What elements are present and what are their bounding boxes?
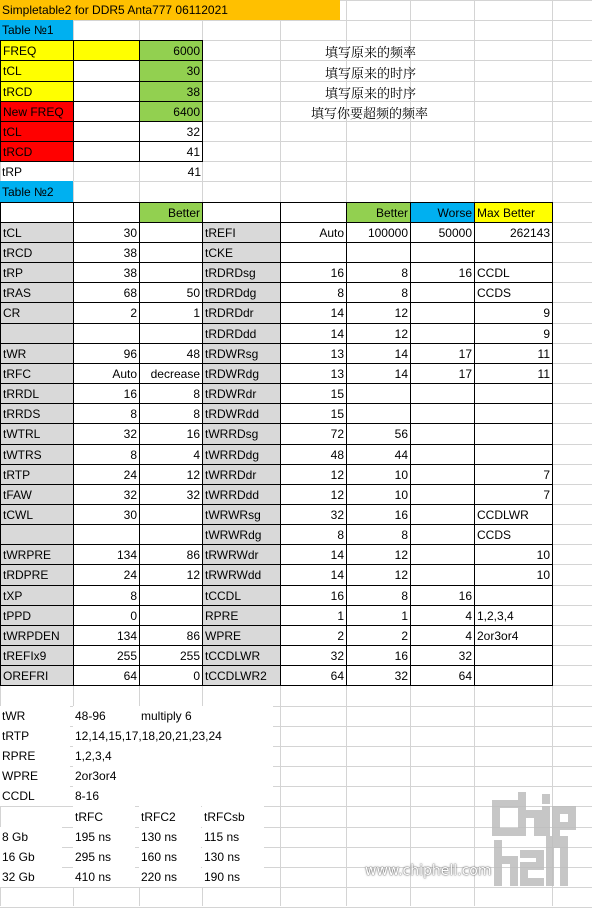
table1-value: 6400: [139, 101, 203, 122]
header-better-right: Better: [346, 202, 411, 223]
ref-cell: tWR: [0, 706, 70, 726]
worse-value: 32: [410, 645, 475, 666]
worse-value: [410, 302, 475, 324]
rfc-cell: 190 ns: [202, 867, 264, 887]
better-right: 14: [346, 343, 411, 364]
better-right: 14: [346, 363, 411, 384]
max-better-value: 7: [474, 464, 553, 485]
worse-value: [410, 383, 475, 404]
param-right: tWRRDdg: [202, 444, 281, 465]
header-better-left: Better: [139, 202, 203, 223]
param-left: tRTP: [0, 464, 74, 485]
param-left: [0, 524, 74, 545]
better-left: 86: [139, 625, 203, 646]
value-left: 255: [73, 645, 140, 666]
better-left: [139, 585, 203, 606]
better-left: [139, 242, 203, 263]
value-right: [280, 242, 347, 263]
value-right: Auto: [280, 222, 347, 243]
max-better-value: 9: [474, 323, 553, 344]
rfc-header: tRFC: [73, 806, 135, 827]
better-left: 32: [139, 484, 203, 505]
value-right: 32: [280, 645, 347, 666]
worse-value: 16: [410, 262, 475, 283]
max-better-value: CCDS: [474, 524, 553, 545]
better-right: 8: [346, 524, 411, 545]
param-right: tRDRDdr: [202, 302, 281, 324]
better-right: 44: [346, 444, 411, 465]
max-better-value: [474, 665, 553, 686]
note-2: 填写原来的时序: [325, 67, 417, 82]
worse-value: [410, 444, 475, 465]
rfc-cell: 160 ns: [139, 847, 201, 867]
worse-value: 17: [410, 343, 475, 364]
rfc-header: tRFC2: [139, 806, 201, 827]
better-right: 8: [346, 262, 411, 283]
worse-value: [410, 524, 475, 545]
better-left: 50: [139, 282, 203, 303]
table1-input: [73, 81, 140, 102]
param-right: tREFI: [202, 222, 281, 243]
max-better-value: 7: [474, 484, 553, 505]
value-left: 32: [73, 484, 140, 505]
rfc-cell: 115 ns: [202, 827, 264, 847]
value-right: 8: [280, 282, 347, 303]
value-left: 24: [73, 564, 140, 586]
table1-label: Table №1: [0, 20, 73, 40]
header-max-better: Max Better: [474, 202, 553, 223]
note-4: 填写你要超频的频率: [311, 107, 429, 122]
param-left: tRRDL: [0, 383, 74, 404]
table1-input: [73, 40, 140, 61]
param-right: tRDWRdr: [202, 383, 281, 404]
value-left: 8: [73, 444, 140, 465]
param-left: tCWL: [0, 504, 74, 525]
ref-cell: WPRE: [0, 766, 70, 786]
better-left: [139, 323, 203, 344]
value-left: 32: [73, 423, 140, 445]
max-better-value: [474, 444, 553, 465]
param-right: tRDWRsg: [202, 343, 281, 364]
table1-input: [73, 141, 140, 162]
max-better-value: [474, 645, 553, 666]
table1-param: tRCD: [0, 141, 74, 162]
param-left: tRRDS: [0, 403, 74, 424]
ref-cell: 2or3or4: [73, 766, 273, 786]
max-better-value: 10: [474, 544, 553, 565]
value-left: 68: [73, 282, 140, 303]
param-left: OREFRI: [0, 665, 74, 686]
param-left: [0, 323, 74, 344]
table1-param: tCL: [0, 121, 74, 142]
param-left: tWTRS: [0, 444, 74, 465]
param-right: tCKE: [202, 242, 281, 263]
param-right: tWRRDdr: [202, 464, 281, 485]
value-left: 134: [73, 544, 140, 565]
max-better-value: [474, 403, 553, 424]
value-left: 96: [73, 343, 140, 364]
param-left: tWTRL: [0, 423, 74, 445]
param-right: tRDRDsg: [202, 262, 281, 283]
max-better-value: [474, 383, 553, 404]
max-better-value: CCDL: [474, 262, 553, 283]
better-right: [346, 403, 411, 424]
value-right: 72: [280, 423, 347, 445]
better-left: [139, 262, 203, 283]
better-right: 12: [346, 323, 411, 344]
value-right: 12: [280, 464, 347, 485]
param-left: CR: [0, 302, 74, 324]
value-left: 24: [73, 464, 140, 485]
grid-line: [0, 20, 592, 21]
rfc-cell: 32 Gb: [0, 867, 62, 887]
param-right: tRDWRdg: [202, 363, 281, 384]
value-right: 14: [280, 302, 347, 324]
better-right: 1: [346, 605, 411, 626]
param-left: tWRPRE: [0, 544, 74, 565]
param-left: tXP: [0, 585, 74, 606]
worse-value: [410, 464, 475, 485]
value-right: 14: [280, 544, 347, 565]
rfc-cell: 16 Gb: [0, 847, 62, 867]
table1-param: tRP: [2, 164, 23, 179]
worse-value: 4: [410, 605, 475, 626]
better-left: [139, 504, 203, 525]
better-left: 8: [139, 403, 203, 424]
better-right: 8: [346, 282, 411, 303]
ref-cell: RPRE: [0, 746, 70, 766]
note-3: 填写原来的时序: [325, 87, 417, 102]
value-right: 13: [280, 363, 347, 384]
param-left: tRDPRE: [0, 564, 74, 586]
table1-value: 32: [139, 121, 203, 142]
ref-cell: 48-96: [73, 706, 273, 726]
value-left: 30: [73, 222, 140, 243]
max-better-value: 11: [474, 363, 553, 384]
param-left: tCL: [0, 222, 74, 243]
ref-cell: multiply 6: [139, 706, 239, 726]
param-right: tRDWRdd: [202, 403, 281, 424]
param-right: tWRWRsg: [202, 504, 281, 525]
param-left: tREFIx9: [0, 645, 74, 666]
param-left: tPPD: [0, 605, 74, 626]
param-left: tRFC: [0, 363, 74, 384]
value-left: 2: [73, 302, 140, 324]
param-right: tCCDLWR: [202, 645, 281, 666]
param-left: tRAS: [0, 282, 74, 303]
value-right: 1: [280, 605, 347, 626]
param-right: tWRWRdg: [202, 524, 281, 545]
max-better-value: 262143: [474, 222, 553, 243]
better-right: 12: [346, 544, 411, 565]
worse-value: [410, 423, 475, 445]
max-better-value: CCDLWR: [474, 504, 553, 525]
param-right: tWRRDdd: [202, 484, 281, 505]
worse-value: 64: [410, 665, 475, 686]
ref-cell: 1,2,3,4: [73, 746, 273, 766]
better-right: 8: [346, 585, 411, 606]
param-right: tRDRDdg: [202, 282, 281, 303]
param-right: WPRE: [202, 625, 281, 646]
better-left: 1: [139, 302, 203, 324]
worse-value: [410, 242, 475, 263]
worse-value: 50000: [410, 222, 475, 243]
max-better-value: 1,2,3,4: [474, 605, 553, 626]
worse-value: [410, 403, 475, 424]
value-left: 0: [73, 605, 140, 626]
table1-input: [73, 60, 140, 82]
value-left: 8: [73, 403, 140, 424]
param-left: tFAW: [0, 484, 74, 505]
value-left: 38: [73, 262, 140, 283]
worse-value: [410, 504, 475, 525]
max-better-value: 2or3or4: [474, 625, 553, 646]
ref-cell: 12,14,15,17,18,20,21,23,24: [73, 726, 273, 746]
ref-cell: tRTP: [0, 726, 70, 746]
table1-value: 38: [139, 81, 203, 102]
rfc-cell: 220 ns: [139, 867, 201, 887]
param-right: tCCDL: [202, 585, 281, 606]
value-left: Auto: [73, 363, 140, 384]
table1-param: tCL: [0, 60, 74, 82]
chiphell-logo-icon: [488, 792, 588, 888]
better-left: 86: [139, 544, 203, 565]
header-worse: Worse: [410, 202, 475, 223]
max-better-value: [474, 242, 553, 263]
param-right: tCCDLWR2: [202, 665, 281, 686]
value-right: 16: [280, 262, 347, 283]
better-right: [346, 242, 411, 263]
table1-value: 6000: [139, 40, 203, 61]
better-right: 12: [346, 302, 411, 324]
value-right: 64: [280, 665, 347, 686]
value-left: 30: [73, 504, 140, 525]
value-right: 15: [280, 383, 347, 404]
value-left: 134: [73, 625, 140, 646]
param-right: tWRRDsg: [202, 423, 281, 445]
table1-value: 41: [187, 164, 201, 179]
value-right: 14: [280, 564, 347, 586]
param-right: RPRE: [202, 605, 281, 626]
table1-param: FREQ: [0, 40, 74, 61]
better-right: [346, 383, 411, 404]
value-left: 64: [73, 665, 140, 686]
value-right: 13: [280, 343, 347, 364]
param-left: tRP: [0, 262, 74, 283]
max-better-value: [474, 423, 553, 445]
better-right: 56: [346, 423, 411, 445]
better-left: 48: [139, 343, 203, 364]
better-right: 12: [346, 564, 411, 586]
rfc-cell: 195 ns: [73, 827, 135, 847]
rfc-cell: 8 Gb: [0, 827, 62, 847]
value-right: 8: [280, 524, 347, 545]
value-right: 12: [280, 484, 347, 505]
rfc-cell: 130 ns: [202, 847, 264, 867]
value-left: 16: [73, 383, 140, 404]
value-right: 48: [280, 444, 347, 465]
header-empty: [73, 202, 140, 223]
ref-cell: 8-16: [73, 786, 273, 806]
value-left: 38: [73, 242, 140, 263]
max-better-value: [474, 585, 553, 606]
table2-label: Table №2: [0, 181, 73, 202]
value-right: 16: [280, 585, 347, 606]
better-left: [139, 222, 203, 243]
table1-param: New FREQ: [0, 101, 74, 122]
table1-input: [73, 161, 140, 182]
note-1: 填写原来的频率: [325, 46, 417, 61]
worse-value: 4: [410, 625, 475, 646]
better-right: 100000: [346, 222, 411, 243]
ref-cell: CCDL: [0, 786, 70, 806]
better-left: [139, 605, 203, 626]
value-right: 15: [280, 403, 347, 424]
value-right: 2: [280, 625, 347, 646]
value-right: 32: [280, 504, 347, 525]
worse-value: [410, 323, 475, 344]
param-left: tRCD: [0, 242, 74, 263]
value-right: 14: [280, 323, 347, 344]
better-right: 2: [346, 625, 411, 646]
param-right: tRDRDdd: [202, 323, 281, 344]
value-left: [73, 323, 140, 344]
rfc-cell: 410 ns: [73, 867, 135, 887]
max-better-value: 10: [474, 564, 553, 586]
header-empty: [0, 202, 74, 223]
max-better-value: CCDS: [474, 282, 553, 303]
better-left: [139, 524, 203, 545]
worse-value: [410, 564, 475, 586]
better-right: 32: [346, 665, 411, 686]
table1-input: [73, 101, 140, 122]
table1-value: 41: [139, 141, 203, 162]
better-left: 16: [139, 423, 203, 445]
rfc-header: tRFCsb: [202, 806, 264, 827]
better-right: 10: [346, 484, 411, 505]
rfc-cell: 130 ns: [139, 827, 201, 847]
sheet-title: Simpletable2 for DDR5 Anta777 06112021: [0, 0, 340, 20]
better-left: 255: [139, 645, 203, 666]
worse-value: 17: [410, 363, 475, 384]
param-left: tWRPDEN: [0, 625, 74, 646]
table1-value: 30: [139, 60, 203, 82]
better-right: 10: [346, 464, 411, 485]
header-empty: [202, 202, 281, 223]
table1-input: [73, 121, 140, 142]
better-right: 16: [346, 504, 411, 525]
worse-value: [410, 544, 475, 565]
table1-param: tRCD: [0, 81, 74, 102]
rfc-cell: 295 ns: [73, 847, 135, 867]
header-empty: [280, 202, 347, 223]
value-left: [73, 524, 140, 545]
param-right: tRWRWdr: [202, 544, 281, 565]
better-left: 12: [139, 564, 203, 586]
better-left: 0: [139, 665, 203, 686]
better-right: 16: [346, 645, 411, 666]
param-right: tRWRWdd: [202, 564, 281, 586]
worse-value: 16: [410, 585, 475, 606]
value-left: 8: [73, 585, 140, 606]
worse-value: [410, 282, 475, 303]
max-better-value: 9: [474, 302, 553, 324]
param-left: tWR: [0, 343, 74, 364]
better-left: decrease: [139, 363, 203, 384]
max-better-value: 11: [474, 343, 553, 364]
better-left: 4: [139, 444, 203, 465]
watermark-text: www.chiphell.com: [365, 863, 492, 879]
better-left: 8: [139, 383, 203, 404]
better-left: 12: [139, 464, 203, 485]
worse-value: [410, 484, 475, 505]
